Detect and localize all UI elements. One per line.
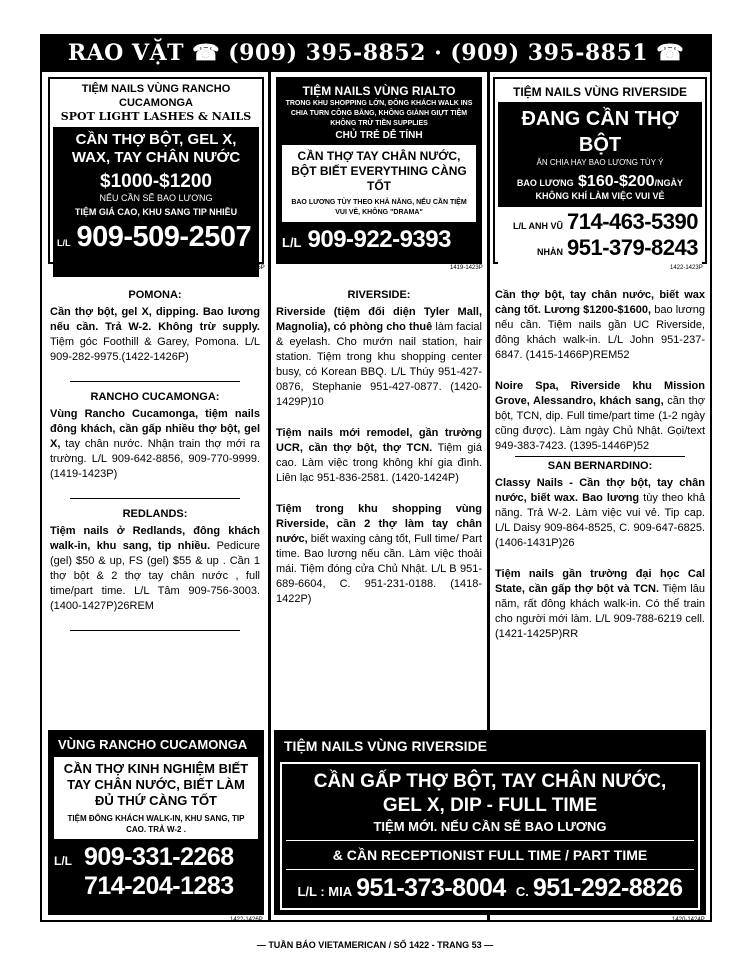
ad-mood: KHÔNG KHÍ LÀM VIỆC VUI VẺ: [535, 191, 665, 201]
ad-note: TIỆM ĐÔNG KHÁCH WALK-IN, KHU SANG, TIP CAO. TRẢ W-2 .: [67, 814, 245, 834]
ad-line-3: TIỆM MỚI. NẾU CẦN SẼ BAO LƯƠNG: [373, 819, 607, 834]
divider: [70, 630, 240, 631]
column-rule-1: [268, 72, 271, 922]
ad-contact-box: [498, 207, 702, 267]
divider: [70, 498, 240, 499]
item-bold: Cần thợ bột, gel X, dipping. Bao lương nếu cần. Trả W-2. Không trừ supply.: [50, 306, 260, 333]
item-text: tay chân nước. Nhận train thợ mới ra trường. L/L 909-642-8856, 909-770-9999. (1419-1423P): [50, 438, 260, 480]
ad-code: 1420-1424P: [672, 917, 705, 923]
ad-contact-2: [502, 235, 698, 261]
item-text: Tiệm giá cao. Làm việc trong không khí gia đình. Liên lạc 951-836-2581. (1420-1424P): [276, 442, 482, 484]
item-bold: Classy Nails - Cần thợ bột, tay chân nước, biết wax. Bao lương: [495, 477, 705, 504]
ad-owner: CHỦ TRẺ DỄ TÍNH: [335, 130, 423, 141]
classified-item: [495, 567, 705, 642]
item-text: Tiệm lâu năm, rất đông khách walk-in. Có thể train cho người mới làm. L/L 909-788-6219 cell. (1421-1425P)RR: [495, 583, 705, 640]
divider: [286, 840, 694, 841]
ad-pay: BAO LƯƠNG TÙY THEO KHẢ NĂNG, NẾU CẦN TIỆM VUI VẺ, KHÔNG "DRAMA": [291, 199, 467, 216]
ad-body: [498, 102, 702, 258]
item-bold: Riverside (tiệm đối diện Tyler Mall, Magnolia), có phòng cho thuê: [276, 306, 482, 333]
item-text: Tiệm góc Foothill & Garey, Pomona. L/L 909-282-9975.(1422-1426P): [50, 336, 260, 363]
ad-phone: 714-463-5390: [566, 209, 698, 234]
item-text: cần thợ bột, TCN, dip. Full time/part time (1-2 ngày cũng được). Làm ngày Chủ Nhật. Gọi/text 949-383-7423. (1395-1446P)52: [495, 395, 705, 452]
item-text: Pedicure (gel) $50 & up, FS (gel) $55 & up . Cần 1 thợ bột & 2 thợ tay chân nước , full time/part time. L/L Tâm 909-756-3003. (1400-1427P)26REM: [50, 540, 260, 612]
masthead: RAO VẶT ☎ (909) 395-8852 · (909) 395-8851 ☎: [40, 34, 712, 72]
item-bold: Tiệm nails gần trường đại học Cal State, cần gấp thợ bột và TCN.: [495, 568, 705, 595]
section-heading: RIVERSIDE:: [347, 289, 411, 301]
ad-line-1: CẦN GẤP THỢ BỘT, TAY CHÂN NƯỚC,: [313, 771, 667, 792]
ad-phone: 909-509-2507: [76, 221, 252, 253]
ad-contact-1: [502, 209, 698, 235]
divider: [515, 456, 685, 457]
ad-ll: L/L ANH VŨ: [512, 221, 563, 231]
item-bold: Noire Spa, Riverside khu Mission Grove, Alessandro, khách sang,: [495, 380, 705, 407]
classified-item: [276, 502, 482, 607]
divider: [70, 381, 240, 382]
item-text: biết waxing càng tốt, Full time/ Part time. Bao lương nếu cần. Làm việc thoải mái. Tiệm đóng cửa Chủ Nhật. L/L B 951-689-6604, C. 951-231-0188. (1418-1422P): [276, 533, 482, 605]
ad-phone: 951-379-8243: [566, 235, 698, 260]
ad-need: CẦN THỢ BỘT, GEL X, WAX, TAY CHÂN NƯỚC: [71, 131, 241, 166]
section-heading: REDLANDS:: [122, 508, 188, 520]
ad-riverside-2: [274, 730, 706, 915]
ad-contact-2: [54, 872, 258, 901]
ad-contact: [286, 874, 694, 903]
ad-salary: $1000-$1200: [100, 171, 212, 192]
ad-line-2: GEL X, DIP - FULL TIME: [382, 795, 598, 816]
ad-ll: L/L : MIA: [297, 884, 353, 899]
ad-sub: ĂN CHIA HAY BAO LƯƠNG TÙY Ý: [536, 158, 664, 167]
ad-ll: L/L: [282, 235, 302, 250]
ad-phone: 951-373-8004: [356, 874, 506, 902]
section-heading: RANCHO CUCAMONGA:: [90, 391, 220, 403]
ad-phone: 909-922-9393: [307, 226, 451, 253]
classified-item: [50, 524, 260, 614]
ad-riverside: [493, 77, 707, 264]
classified-item: [495, 288, 705, 363]
ad-ll: L/L: [54, 854, 72, 868]
ad-title: VÙNG RANCHO CUCAMONGA: [58, 737, 248, 752]
ad-title: TIỆM NAILS VÙNG RIALTO: [302, 84, 456, 98]
classified-item: [50, 407, 260, 482]
column-2: [276, 288, 482, 623]
classified-item: [50, 305, 260, 365]
classified-item: [276, 305, 482, 410]
ad-note: TIỆM GIÁ CAO, KHU SANG TIP NHIỀU: [74, 207, 238, 217]
ad-salary: $160-$200: [578, 173, 655, 190]
item-bold: Tiệm nails ở Redlands, đông khách walk-in, khu sang, tip nhiều.: [50, 525, 260, 552]
ad-contact: [282, 226, 476, 254]
ad-inner: [280, 762, 700, 910]
ad-need: ĐANG CẦN THỢ BỘT: [521, 108, 679, 156]
ad-phone: 951-292-8826: [532, 874, 683, 902]
ad-contact: [54, 843, 258, 901]
ad-title: TIỆM NAILS VÙNG RIVERSIDE: [284, 738, 488, 754]
ad-line-4: & CẦN RECEPTIONIST FULL TIME / PART TIME: [332, 847, 648, 863]
column-1: [50, 288, 260, 639]
ad-phone: 909-331-2268: [84, 843, 234, 871]
ad-salary-unit: /NGÀY: [654, 178, 684, 188]
section-heading: POMONA:: [128, 289, 182, 301]
ad-need-box: [282, 145, 476, 222]
ad-rancho-cucamonga-2: [48, 730, 264, 915]
divider: [286, 869, 694, 870]
item-text: tùy theo khả năng. Trả W-2. Làm việc vui vẻ. Tip cap. L/L Daisy 909-864-8525, C. 909-647-6825. (1406-1431P)26: [495, 492, 705, 549]
ad-body: [53, 127, 259, 277]
ad-code: 1422-1426P: [230, 917, 263, 923]
ad-code: 1422-1423P: [670, 265, 703, 271]
item-bold: Vùng Rancho Cucamonga, tiệm nails đông khách, cần gấp nhiều thợ bột, gel X,: [50, 408, 260, 450]
item-bold: Tiệm nails mới remodel, gần trường UCR, cần thợ bột, thợ TCN.: [276, 427, 482, 454]
item-text: làm facial & eyelash. Cho mướn nail station, hair station. Tiệm trong khu shopping center busy, có Korean BBQ. L/L Thúy 951-427-0876, Stephanie 951-427-0877. (1420-1429P)10: [276, 321, 482, 408]
ad-rialto: [276, 77, 482, 264]
ad-title: TIỆM NAILS VÙNG RIVERSIDE: [512, 85, 688, 99]
ad-ll: L/L: [57, 238, 71, 248]
ad-title: TIỆM NAILS VÙNG RANCHO CUCAMONGA: [81, 83, 231, 109]
item-text: bao lương nếu cần. Tiệm nails gần UC Riverside, đông khách walk-in. L/L John 951-237-6847. (1415-1466P)REM52: [495, 304, 705, 361]
column-3: [495, 288, 705, 658]
footer: — TUẦN BÁO VIETAMERICAN / SỐ 1422 - TRANG 53 —: [256, 940, 494, 950]
ad-ll: NHÀN: [536, 247, 563, 257]
ad-c: C.: [515, 884, 529, 899]
ad-salary-note: NẾU CẦN SẼ BAO LƯƠNG: [99, 193, 213, 203]
ad-salary-label: BAO LƯƠNG: [516, 178, 574, 188]
ad-code: 1419-1423P: [450, 265, 483, 271]
ad-code: 1421-1425P: [232, 265, 265, 271]
ad-need: CẦN THỢ TAY CHÂN NƯỚC, BỘT BIẾT EVERYTHING CÀNG TỐT: [291, 149, 467, 193]
classified-item: [495, 379, 705, 454]
ad-need: CẦN THỢ KINH NGHIỆM BIẾT TAY CHÂN NƯỚC, BIẾT LÀM ĐỦ THỨ CÀNG TỐT: [63, 761, 249, 808]
ad-desc: TRONG KHU SHOPPING LỚN, ĐÔNG KHÁCH WALK INS CHIA TURN CÔNG BẰNG, KHÔNG GIÀNH GIỰT TIỆM KHÔNG TRỪ TIỀN SUPPLIES: [285, 100, 473, 127]
ad-contact: [57, 221, 255, 254]
item-bold: Cần thợ bột, tay chân nước, biết wax càng tốt. Lương $1200-$1600,: [495, 289, 705, 316]
ad-salary-line: [502, 173, 698, 191]
classified-item: [495, 476, 705, 551]
ad-phone: 714-204-1283: [84, 872, 234, 900]
section-heading: SAN BERNARDINO:: [547, 460, 653, 472]
classified-item: [276, 426, 482, 486]
ad-subtitle: SPOT LIGHT LASHES & NAILS: [60, 110, 252, 123]
ad-need-box: [54, 757, 258, 839]
ad-contact-1: [54, 843, 258, 872]
item-bold: Tiệm trong khu shopping vùng Riverside, cần 2 thợ làm tay chân nước,: [276, 503, 482, 545]
ad-rancho-cucamonga: [48, 77, 264, 264]
